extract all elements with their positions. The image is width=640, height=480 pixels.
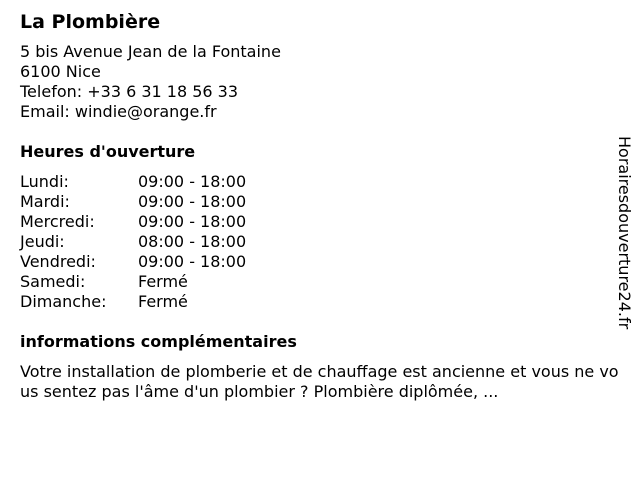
- hours-row-wednesday: [20, 212, 632, 232]
- hours-row-sunday: [20, 292, 632, 312]
- contact-block: [20, 42, 632, 122]
- day-label: Samedi:: [20, 272, 86, 291]
- address-line-1: 5 bis Avenue Jean de la Fontaine: [20, 42, 281, 61]
- day-time: Fermé: [138, 272, 188, 291]
- business-name: La Plombière: [20, 11, 161, 33]
- day-time: 09:00 - 18:00: [138, 192, 247, 211]
- day-label: Mardi:: [20, 192, 70, 211]
- day-time: Fermé: [138, 292, 188, 311]
- hours-row-saturday: [20, 272, 632, 292]
- hours-heading: Heures d'ouverture: [20, 142, 196, 161]
- day-time: 09:00 - 18:00: [138, 212, 247, 231]
- address-line-2: 6100 Nice: [20, 62, 101, 81]
- day-label: Mercredi:: [20, 212, 95, 231]
- info-heading: informations complémentaires: [20, 332, 297, 351]
- email-line: Email: windie@orange.fr: [20, 102, 217, 121]
- hours-row-tuesday: [20, 192, 632, 212]
- day-time: 08:00 - 18:00: [138, 232, 247, 251]
- hours-row-thursday: [20, 232, 632, 252]
- day-time: 09:00 - 18:00: [138, 172, 247, 191]
- day-time: 09:00 - 18:00: [138, 252, 247, 271]
- info-description: Votre installation de plomberie et de chauffage est ancienne et vous ne vous sentez pas l'âme d'un plombier ? Plombière diplômée, ...: [20, 362, 619, 401]
- phone-line: Telefon: +33 6 31 18 56 33: [20, 82, 239, 101]
- day-label: Jeudi:: [20, 232, 65, 251]
- day-label: Vendredi:: [20, 252, 96, 271]
- business-card: [20, 8, 632, 402]
- day-label: Dimanche:: [20, 292, 107, 311]
- watermark: [614, 136, 634, 344]
- hours-row-friday: [20, 252, 632, 272]
- day-label: Lundi:: [20, 172, 69, 191]
- hours-row-monday: [20, 172, 632, 192]
- hours-table: [20, 172, 632, 312]
- watermark-text: Horairesdouverture24.fr: [615, 136, 634, 330]
